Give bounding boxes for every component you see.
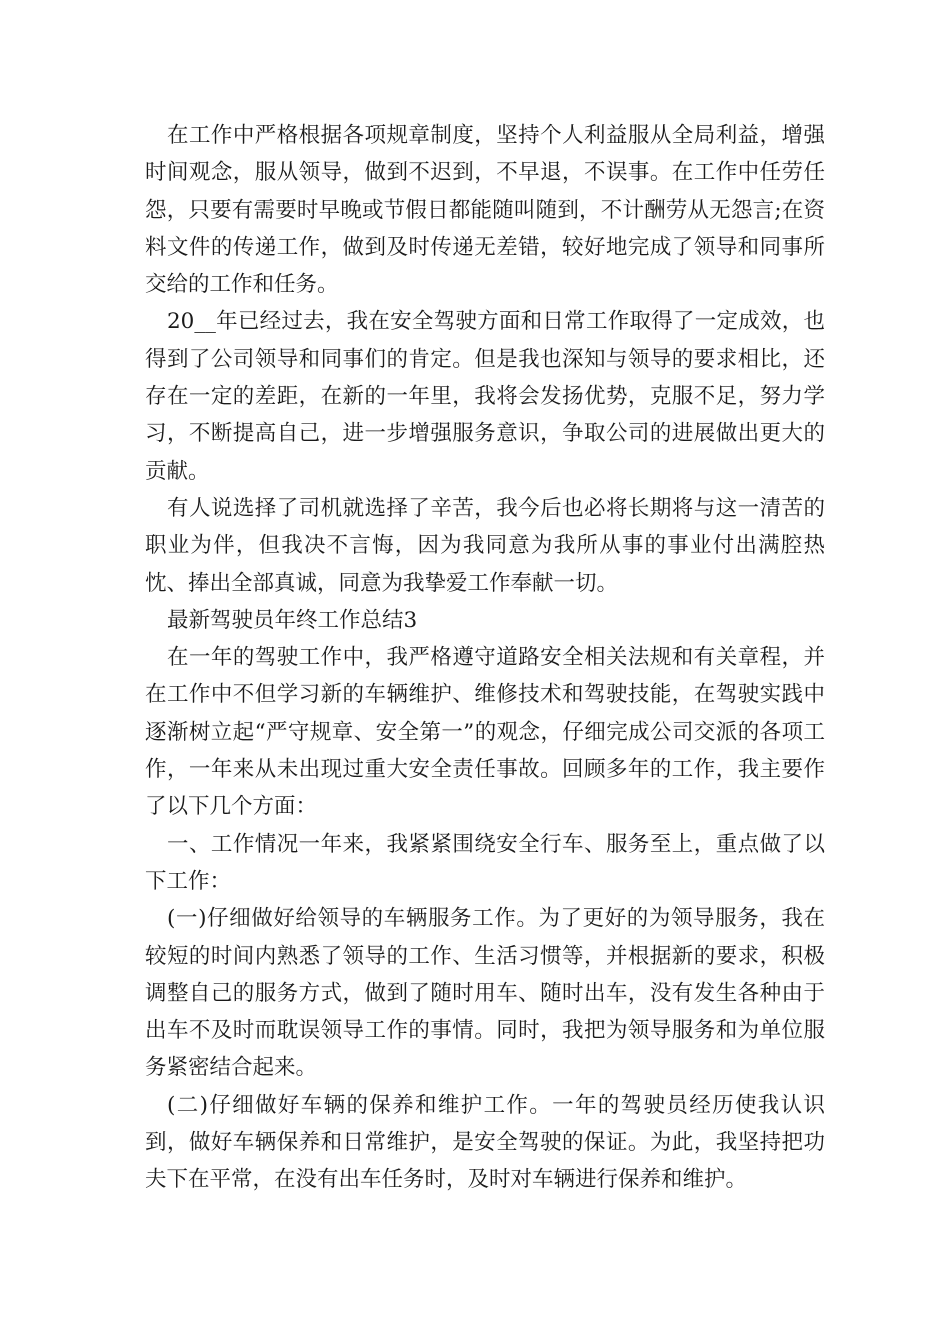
paragraph-driving-safety: 在一年的驾驶工作中，我严格遵守道路安全相关法规和有关章程，并在工作中不但学习新的车辆维护、维修技术和驾驶技能，在驾驶实践中逐渐树立起“严守规章、安全第一”的观念，仔细完成公司交派的各项工作，一年来从未出现过重大安全责任事故。回顾多年的工作，我主要作了以下几个方面： [145, 645, 825, 820]
paragraph-year-review: 20__年已经过去，我在安全驾驶方面和日常工作取得了一定成效，也得到了公司领导和同事们的肯定。但是我也深知与领导的要求相比，还存在一定的差距，在新的一年里，我将会发扬优势，克服不足，努力学习，不断提高自己，进一步增强服务意识，争取公司的进展做出更大的贡献。 [145, 309, 825, 484]
paragraph-leader-service: (一)仔细做好给领导的车辆服务工作。为了更好的为领导服务，我在较短的时间内熟悉了领导的工作、生活习惯等，并根据新的要求，积极调整自己的服务方式，做到了随时用车、随时出车，没有发生各种由于出车不及时而耽误领导工作的事情。同时，我把为领导服务和为单位服务紧密结合起来。 [145, 906, 825, 1081]
paragraph-vehicle-maintenance: (二)仔细做好车辆的保养和维护工作。一年的驾驶员经历使我认识到，做好车辆保养和日常维护，是安全驾驶的保证。为此，我坚持把功夫下在平常，在没有出车任务时，及时对车辆进行保养和维护。 [145, 1092, 825, 1193]
paragraph-work-overview: 一、工作情况一年来，我紧紧围绕安全行车、服务至上，重点做了以下工作： [145, 831, 825, 894]
document-body [145, 117, 825, 1199]
paragraph-work-discipline: 在工作中严格根据各项规章制度，坚持个人利益服从全局利益，增强时间观念，服从领导，做到不迟到，不早退，不误事。在工作中任劳任怨，只要有需要时早晚或节假日都能随叫随到，不计酬劳从无怨言;在资料文件的传递工作，做到及时传递无差错，较好地完成了领导和同事所交给的工作和任务。 [145, 123, 825, 298]
section-heading: 最新驾驶员年终工作总结3 [167, 607, 418, 633]
paragraph-driver-commitment: 有人说选择了司机就选择了辛苦，我今后也必将长期将与这一清苦的职业为伴，但我决不言悔，因为我同意为我所从事的事业付出满腔热忱、捧出全部真诚，同意为我挚爱工作奉献一切。 [145, 495, 825, 596]
